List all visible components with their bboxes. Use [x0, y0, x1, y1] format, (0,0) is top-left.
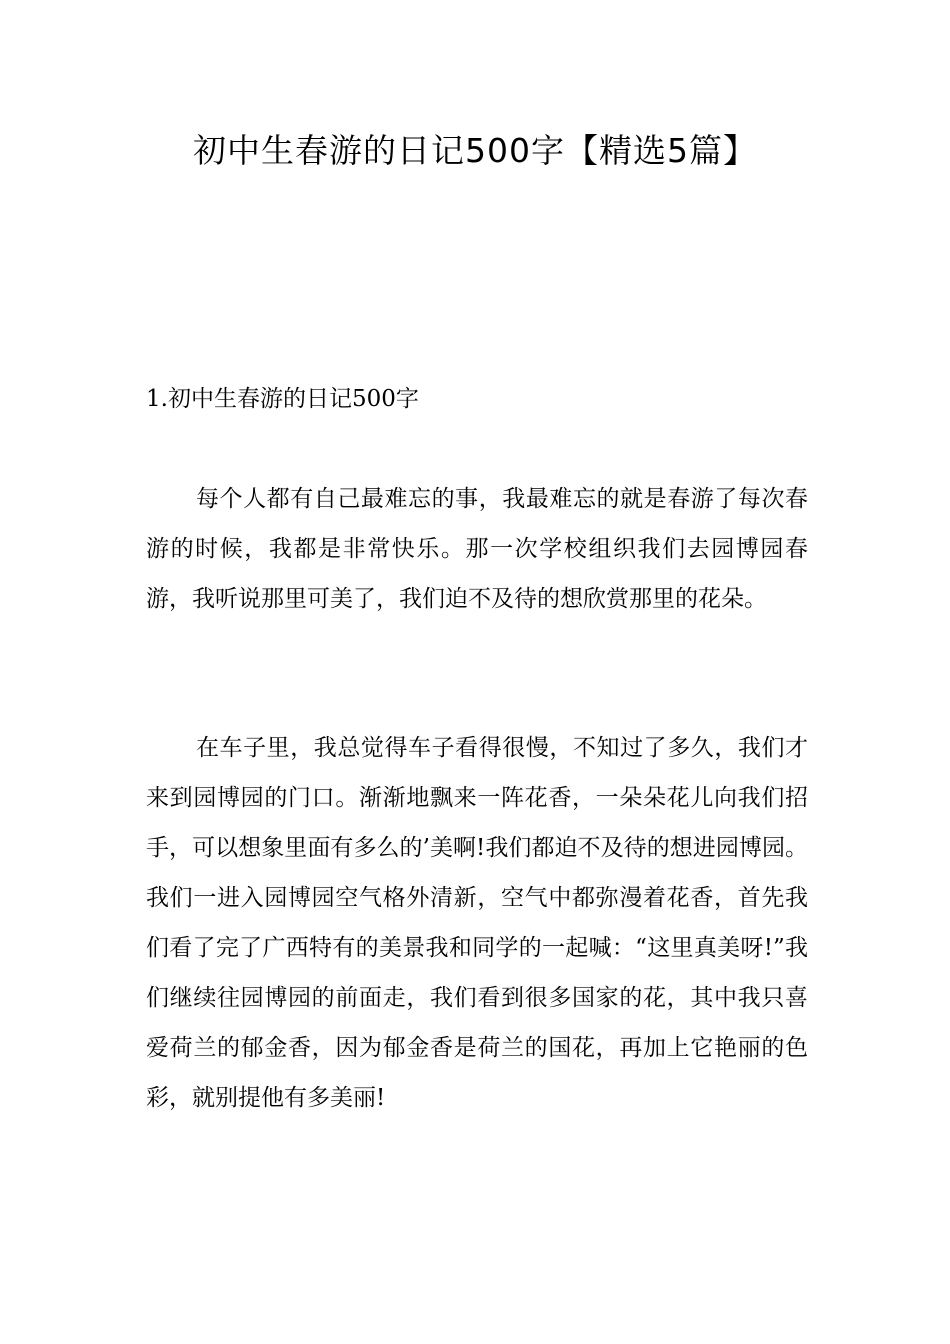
section-heading: 1.初中生春游的日记500字 — [146, 386, 419, 412]
paragraph-2: 在车子里，我总觉得车子看得很慢，不知过了多久，我们才来到园博园的门口。渐渐地飘来一阵花香，一朵朵花儿向我们招手，可以想象里面有多么的’美啊!我们都迫不及待的想进园博园。我们一进入园博园空气格外清新，空气中都弥漫着花香，首先我们看了完了广西特有的美景我和同学的一起喊：“这里真美呀!”我们继续往园博园的前面走，我们看到很多国家的花，其中我只喜爱荷兰的郁金香，因为郁金香是荷兰的国花，再加上它艳丽的色彩，就别提他有多美丽! — [146, 735, 808, 1111]
document-title: 初中生春游的日记500字【精选5篇】 — [193, 131, 757, 170]
paragraph-1: 每个人都有自己最难忘的事，我最难忘的就是春游了每次春游的时候，我都是非常快乐。那一次学校组织我们去园博园春游，我听说那里可美了，我们迫不及待的想欣赏那里的花朵。 — [146, 486, 808, 612]
